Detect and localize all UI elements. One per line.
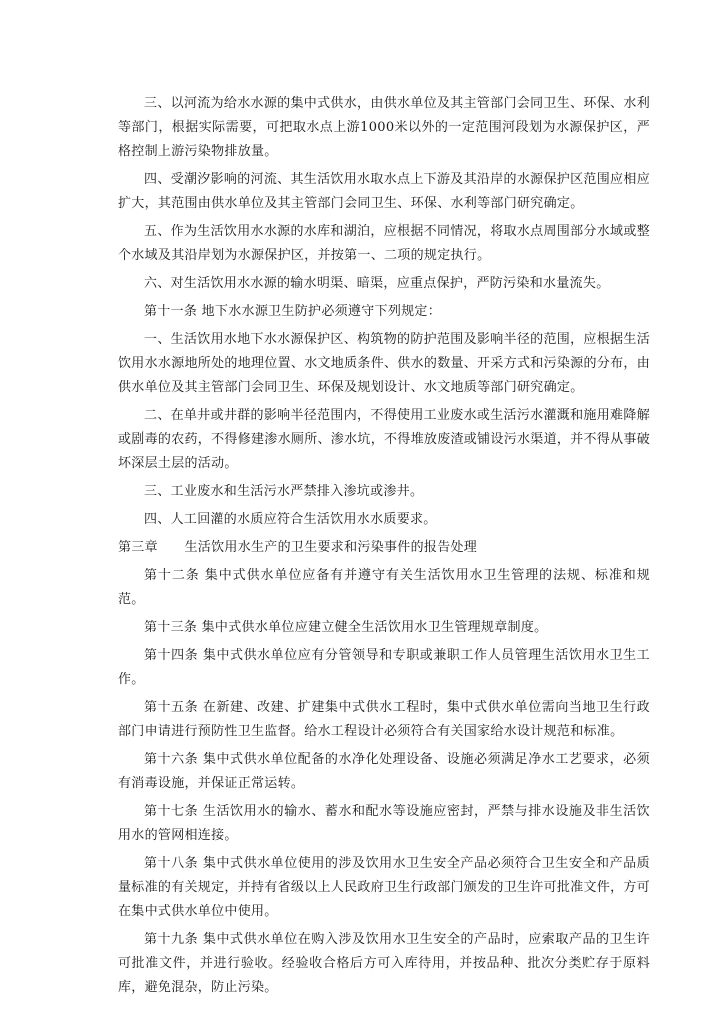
paragraph-item-5-reservoir-lake: 五、作为生活饮用水水源的水库和湖泊，应根据不同情况，将取水点周围部分水域或整个水域及其沿岸划为水源保护区，并按第一、二项的规定执行。 [118,224,650,263]
article-15: 第十五条 在新建、改建、扩建集中式供水工程时，集中式供水单位需向当地卫生行政部门申请进行预防性卫生监督。给水工程设计必须符合有关国家给水设计规范和标准。 [118,700,650,739]
chapter-3-heading: 第三章 生活饮用水生产的卫生要求和污染事件的报告处理 [118,540,478,555]
article-17: 第十七条 生活饮用水的输水、蓄水和配水等设施应密封，严禁与排水设施及非生活饮用水的管网相连接。 [118,804,650,843]
article-14: 第十四条 集中式供水单位应有分管领导和专职或兼职工作人员管理生活饮用水卫生工作。 [118,648,650,687]
paragraph-groundwater-item-2: 二、在单井或井群的影响半径范围内，不得使用工业废水或生活污水灌溉和施用难降解或剧毒的农药，不得修建渗水厕所、渗水坑，不得堆放废渣或铺设污水渠道，并不得从事破坏深层土层的活动。 [118,408,651,471]
paragraph-item-3-river-source: 三、以河流为给水水源的集中式供水，由供水单位及其主管部门会同卫生、环保、水利等部门，根据实际需要，可把取水点上游1000米以外的一定范围河段划为水源保护区，严格控制上游污染物排放量。 [118,96,650,159]
article-18: 第十八条 集中式供水单位使用的涉及饮用水卫生安全产品必须符合卫生安全和产品质量标准的有关规定，并持有省级以上人民政府卫生行政部门颁发的卫生许可批准文件，方可在集中式供水单位中使用。 [118,856,651,919]
paragraph-groundwater-item-1: 一、生活饮用水地下水水源保护区、构筑物的防护范围及影响半径的范围，应根据生活饮用水水源地所处的地理位置、水文地质条件、供水的数量、开采方式和污染源的分布，由供水单位及其主管部门会同卫生、环保及规划设计、水文地质等部门研究确定。 [118,332,651,395]
paragraph-groundwater-item-4: 四、人工回灌的水质应符合生活饮用水水质要求。 [144,512,437,527]
paragraph-groundwater-item-3: 三、工业废水和生活污水严禁排入渗坑或渗井。 [144,484,424,499]
article-16: 第十六条 集中式供水单位配备的水净化处理设备、设施必须满足净水工艺要求，必须有消毒设施，并保证正常运转。 [118,752,650,791]
article-12: 第十二条 集中式供水单位应备有并遵守有关生活饮用水卫生管理的法规、标准和规范。 [118,568,650,607]
paragraph-item-4-tidal-river: 四、受潮汐影响的河流、其生活饮用水取水点上下游及其沿岸的水源保护区范围应相应扩大，其范围由供水单位及其主管部门会同卫生、环保、水利等部门研究确定。 [118,172,650,211]
document-page [118,92,650,1004]
article-13: 第十三条 集中式供水单位应建立健全生活饮用水卫生管理规章制度。 [144,620,548,635]
article-19: 第十九条 集中式供水单位在购入涉及饮用水卫生安全的产品时，应索取产品的卫生许可批准文件，并进行验收。经验收合格后方可入库待用，并按品种、批次分类贮存于原料库，避免混杂，防止污染。 [118,932,650,995]
paragraph-item-6-canal-protection: 六、对生活饮用水水源的输水明渠、暗渠，应重点保护，严防污染和水量流失。 [144,276,610,291]
article-11-heading: 第十一条 地下水水源卫生防护必须遵守下列规定： [144,304,442,319]
